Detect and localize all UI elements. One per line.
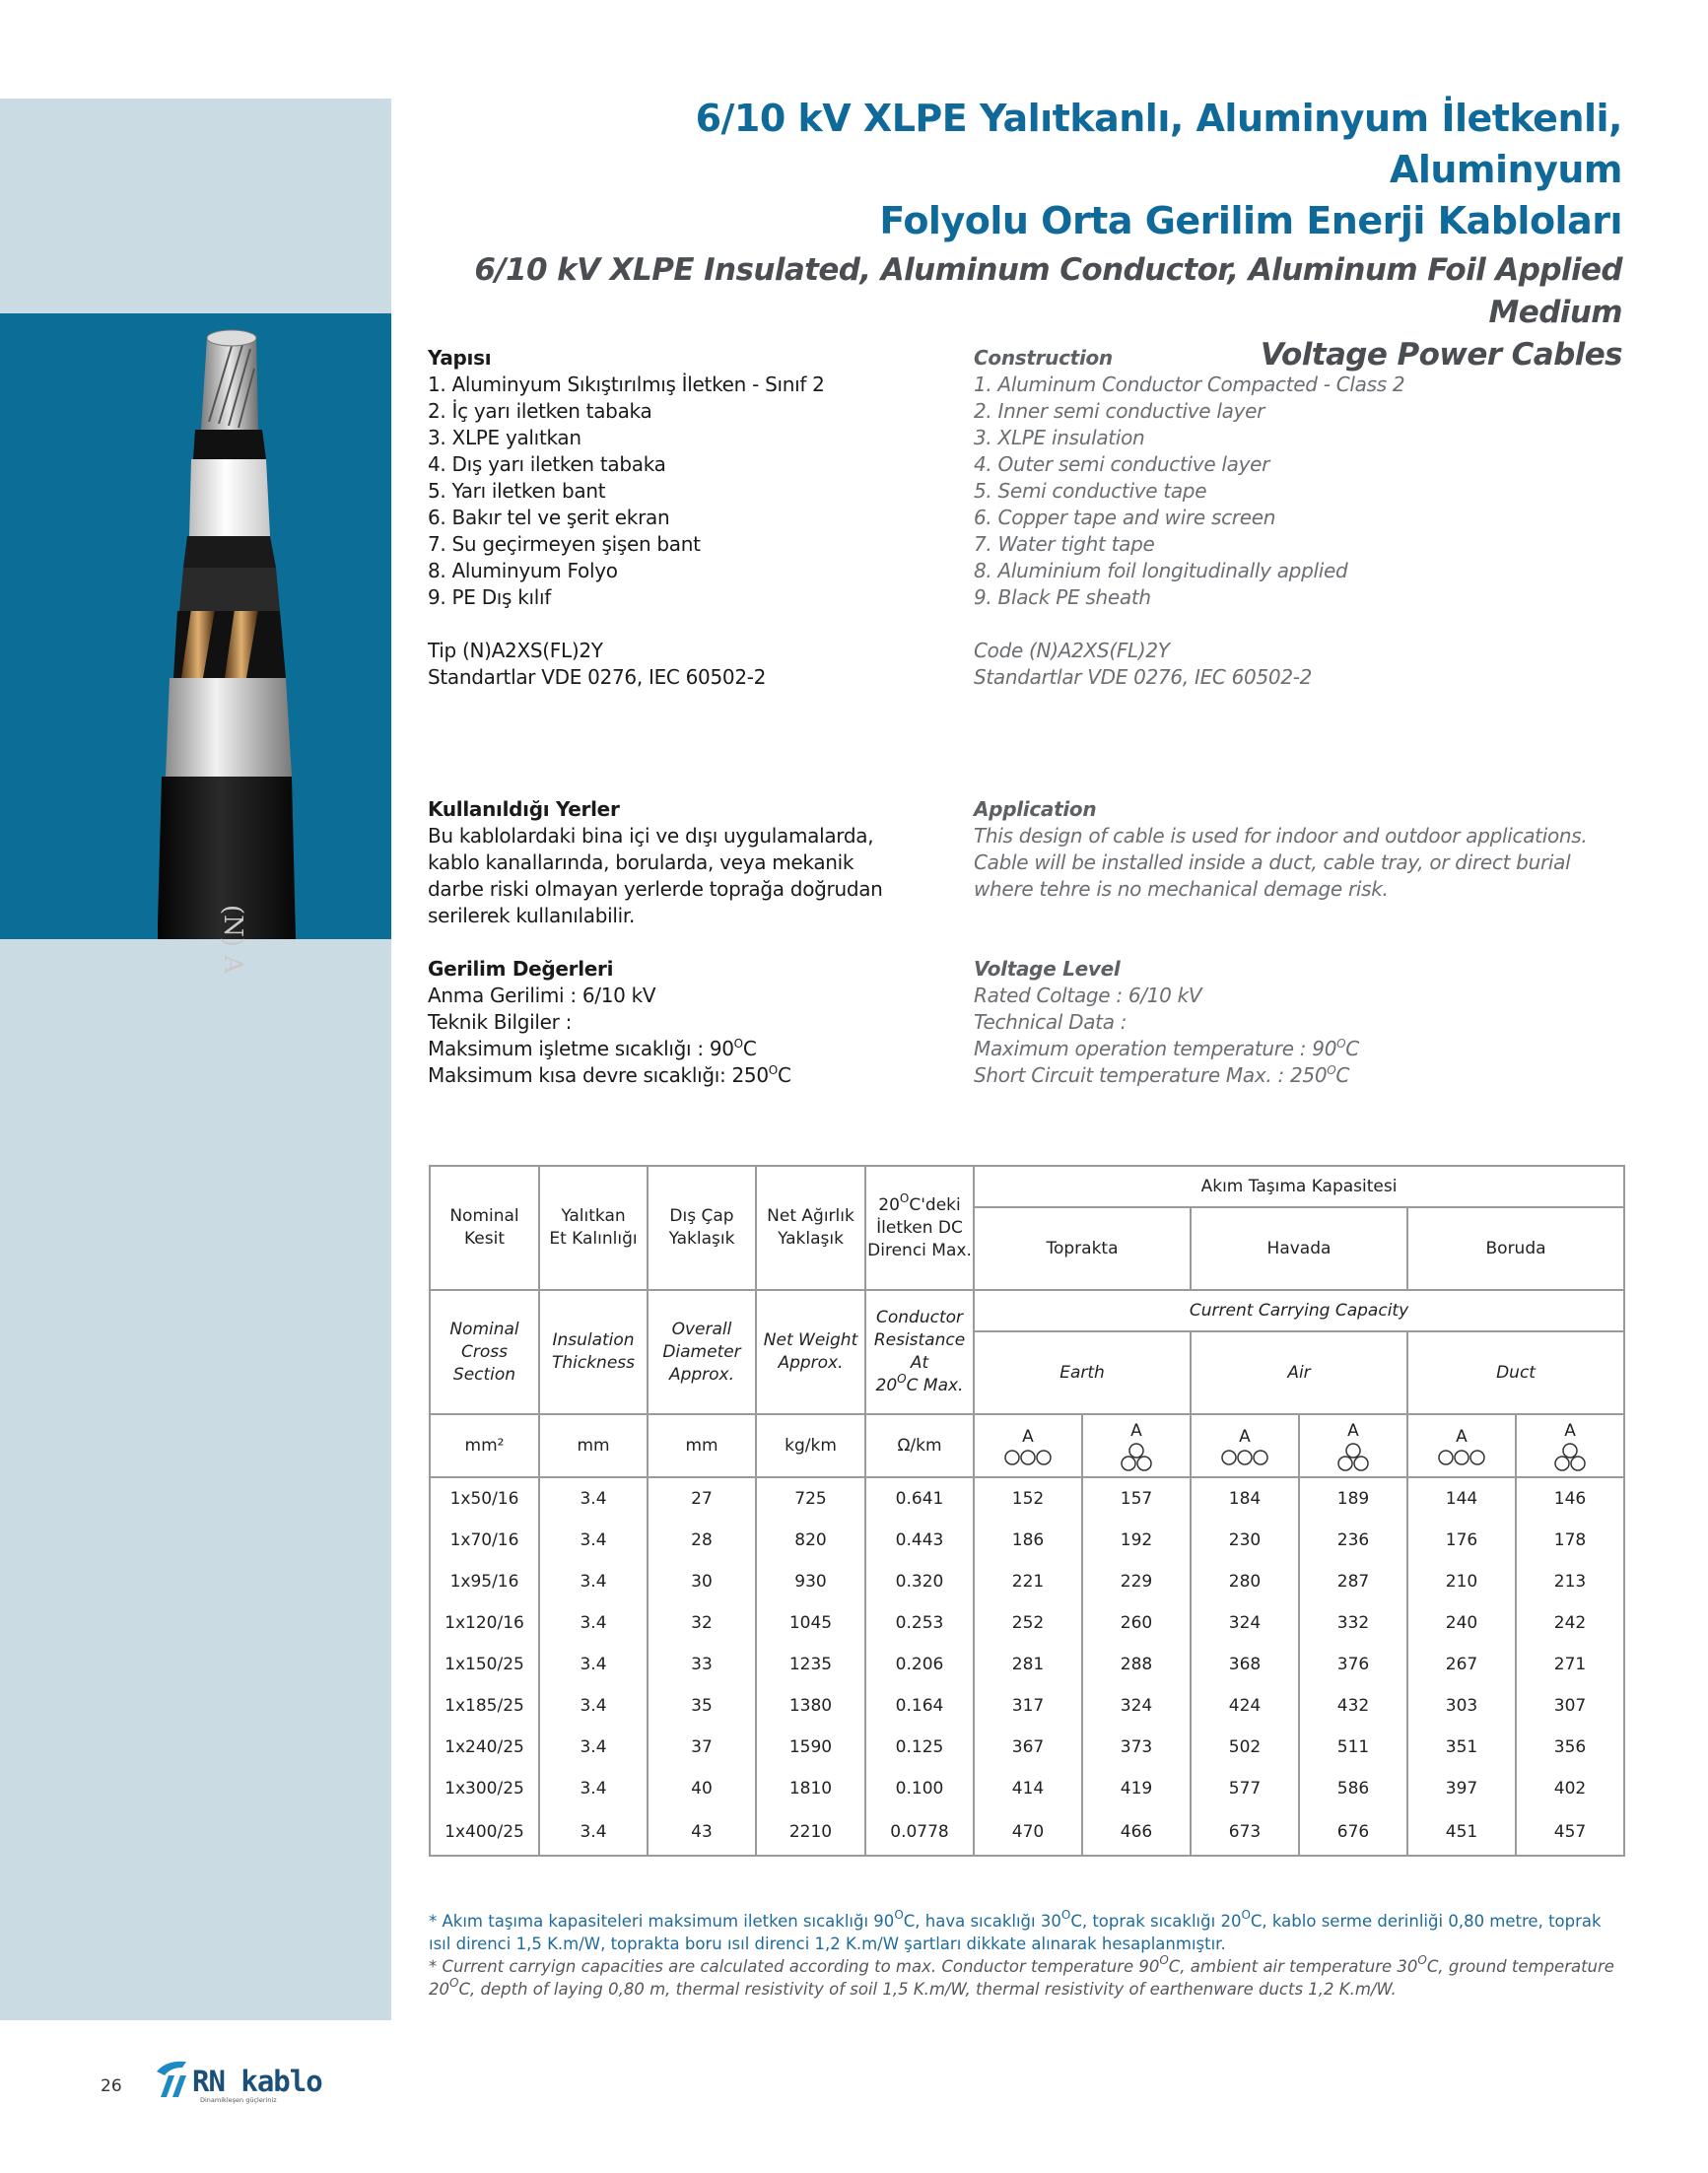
air-trefoil-cell: 376 <box>1299 1644 1407 1685</box>
air-trefoil-cell: 511 <box>1299 1727 1407 1768</box>
duct-trefoil-cell: 402 <box>1516 1768 1624 1809</box>
net-weight-cell: 1045 <box>756 1602 865 1644</box>
title-tr-line: Folyolu Orta Gerilim Enerji Kabloları <box>879 199 1622 242</box>
duct-trefoil-cell: 146 <box>1516 1477 1624 1520</box>
unit-cell: kg/km <box>756 1414 865 1477</box>
table-row <box>430 1520 1624 1561</box>
ampere-label: A <box>1456 1426 1468 1447</box>
construction-item: 6. Copper tape and wire screen <box>974 506 1276 529</box>
header-cell: Nominal Cross Section <box>430 1290 539 1414</box>
construction-item: 9. PE Dış kılıf <box>428 585 552 609</box>
earth-header: Toprakta <box>974 1207 1191 1290</box>
application-line: darbe riski olmayan yerlerde toprağa doğrudan <box>428 877 883 901</box>
header-cell: Nominal Kesit <box>430 1166 539 1290</box>
application-tr <box>428 796 940 929</box>
overall-diameter-cell: 28 <box>648 1520 756 1561</box>
overall-diameter-cell: 35 <box>648 1685 756 1727</box>
cable-photo <box>0 313 391 975</box>
duct-flat-cell: 240 <box>1407 1602 1516 1644</box>
construction-item: 8. Aluminyum Folyo <box>428 559 618 582</box>
duct-header: Duct <box>1407 1331 1624 1414</box>
air-trefoil-cell: 287 <box>1299 1561 1407 1602</box>
page-number: 26 <box>101 2076 122 2096</box>
ampere-label: A <box>1022 1426 1034 1447</box>
unit-cell: mm <box>539 1414 648 1477</box>
net-weight-cell: 820 <box>756 1520 865 1561</box>
ampere-label: A <box>1347 1420 1359 1441</box>
duct-trefoil-cell: 271 <box>1516 1644 1624 1685</box>
earth-flat-cell: 414 <box>974 1768 1082 1809</box>
section-heading: Yapısı <box>428 346 492 370</box>
header-cell: Net Weight Approx. <box>756 1290 865 1414</box>
header-cell: Yalıtkan Et Kalınlığı <box>539 1166 648 1290</box>
air-flat-cell: 673 <box>1191 1809 1299 1856</box>
overall-diameter-cell: 30 <box>648 1561 756 1602</box>
table-body <box>430 1477 1624 1856</box>
table-row <box>430 1727 1624 1768</box>
cross-section-cell: 1x70/16 <box>430 1520 539 1561</box>
insulation-thickness-cell: 3.4 <box>539 1727 648 1768</box>
overall-diameter-cell: 32 <box>648 1602 756 1644</box>
air-flat-cell: 324 <box>1191 1602 1299 1644</box>
flat-formation-cell <box>1191 1414 1299 1477</box>
construction-item: 6. Bakır tel ve şerit ekran <box>428 506 670 529</box>
earth-flat-cell: 252 <box>974 1602 1082 1644</box>
capacity-header: Current Carrying Capacity <box>974 1290 1624 1331</box>
duct-header: Boruda <box>1407 1207 1624 1290</box>
table-row <box>430 1809 1624 1856</box>
dc-resistance-cell: 0.100 <box>865 1768 974 1809</box>
application-en <box>974 796 1588 903</box>
air-flat-cell: 424 <box>1191 1685 1299 1727</box>
application-line: serilerek kullanılabilir. <box>428 904 636 927</box>
logo-tagline: Dinamikleşen güçleriniz <box>200 2096 277 2104</box>
table-row <box>430 1685 1624 1727</box>
construction-item: 5. Semi conductive tape <box>974 479 1207 503</box>
earth-trefoil-cell: 373 <box>1082 1727 1191 1768</box>
dc-resistance-cell: 0.164 <box>865 1685 974 1727</box>
capacity-header: Akım Taşıma Kapasitesi <box>974 1166 1624 1207</box>
logo-text: RN kablo <box>192 2065 322 2098</box>
cable-code: Code (N)A2XS(FL)2Y <box>974 639 1170 662</box>
title-en-line: 6/10 kV XLPE Insulated, Aluminum Conductor, Aluminum Foil Applied Medium <box>474 252 1622 330</box>
flat-formation-icon <box>1003 1449 1053 1466</box>
insulation-thickness-cell: 3.4 <box>539 1520 648 1561</box>
earth-flat-cell: 470 <box>974 1809 1082 1856</box>
air-trefoil-cell: 236 <box>1299 1520 1407 1561</box>
max-operation-temp: Maximum operation temperature : $90^OC$ <box>974 1037 1359 1060</box>
net-weight-cell: 1380 <box>756 1685 865 1727</box>
earth-trefoil-cell: 419 <box>1082 1768 1191 1809</box>
construction-item: 2. Inner semi conductive layer <box>974 399 1265 423</box>
dc-resistance-cell: 0.206 <box>865 1644 974 1685</box>
header-cell: Overall Diameter Approx. <box>648 1290 756 1414</box>
units-row <box>430 1414 1624 1477</box>
dc-resistance-cell: 0.443 <box>865 1520 974 1561</box>
header-cell: Conductor Resistance At $20^OC$ Max. <box>865 1290 974 1414</box>
earth-trefoil-cell: 157 <box>1082 1477 1191 1520</box>
trefoil-formation-icon <box>1552 1443 1588 1472</box>
air-header: Air <box>1191 1331 1407 1414</box>
overall-diameter-cell: 37 <box>648 1727 756 1768</box>
max-operation-temp: Maksimum işletme sıcaklığı : $90^OC$ <box>428 1037 757 1060</box>
overall-diameter-cell: 27 <box>648 1477 756 1520</box>
earth-trefoil-cell: 192 <box>1082 1520 1191 1561</box>
air-flat-cell: 230 <box>1191 1520 1299 1561</box>
duct-flat-cell: 176 <box>1407 1520 1516 1561</box>
earth-trefoil-cell: 466 <box>1082 1809 1191 1856</box>
flat-formation-icon <box>1437 1449 1486 1466</box>
air-trefoil-cell: 586 <box>1299 1768 1407 1809</box>
table-row <box>430 1477 1624 1520</box>
svg-text:(N) A: (N) A <box>218 905 247 975</box>
footnote-en: * Current carryign capacities are calculated according to max. Conductor temperature $90^OC$, ambient air temperature $30^OC$, ground temperature $20^OC$, depth of laying 0,80 m, thermal resistivity of soil 1,5 K.m/W, thermal resistivity of earthenware ducts 1,2 K.m/W. <box>429 1953 1614 1999</box>
air-flat-cell: 184 <box>1191 1477 1299 1520</box>
construction-item: 3. XLPE insulation <box>974 426 1145 449</box>
cross-section-cell: 1x50/16 <box>430 1477 539 1520</box>
construction-en <box>974 345 1585 691</box>
air-header: Havada <box>1191 1207 1407 1290</box>
cable-standards: Standartlar VDE 0276, IEC 60502-2 <box>428 665 767 689</box>
ampere-label: A <box>1239 1426 1251 1447</box>
earth-flat-cell: 152 <box>974 1477 1082 1520</box>
header-cell: $20^OC'deki$ İletken DC Direnci Max. <box>865 1166 974 1290</box>
flat-formation-cell <box>974 1414 1082 1477</box>
title-turkish <box>459 93 1622 246</box>
earth-trefoil-cell: 229 <box>1082 1561 1191 1602</box>
construction-tr <box>428 345 940 691</box>
net-weight-cell: 930 <box>756 1561 865 1602</box>
dc-resistance-cell: 0.320 <box>865 1561 974 1602</box>
section-heading: Voltage Level <box>974 957 1121 981</box>
construction-item: 2. İç yarı iletken tabaka <box>428 399 652 423</box>
air-trefoil-cell: 432 <box>1299 1685 1407 1727</box>
earth-flat-cell: 367 <box>974 1727 1082 1768</box>
earth-flat-cell: 281 <box>974 1644 1082 1685</box>
cross-section-cell: 1x400/25 <box>430 1809 539 1856</box>
application-line: kablo kanallarında, borularda, veya mekanik <box>428 850 854 874</box>
technical-label: Technical Data : <box>974 1010 1127 1034</box>
air-trefoil-cell: 189 <box>1299 1477 1407 1520</box>
rated-voltage: Anma Gerilimi : 6/10 kV <box>428 984 656 1007</box>
duct-flat-cell: 351 <box>1407 1727 1516 1768</box>
max-short-circuit-temp: Short Circuit temperature Max. : $250^OC$ <box>974 1063 1350 1087</box>
air-trefoil-cell: 332 <box>1299 1602 1407 1644</box>
voltage-en <box>974 956 1585 1089</box>
voltage-tr <box>428 956 940 1089</box>
application-line: Bu kablolardaki bina içi ve dışı uygulamalarda, <box>428 824 874 848</box>
net-weight-cell: 1810 <box>756 1768 865 1809</box>
dc-resistance-cell: 0.125 <box>865 1727 974 1768</box>
net-weight-cell: 2210 <box>756 1809 865 1856</box>
table-row <box>430 1768 1624 1809</box>
cross-section-cell: 1x150/25 <box>430 1644 539 1685</box>
ampere-label: A <box>1564 1420 1576 1441</box>
page-title <box>459 93 1622 376</box>
earth-flat-cell: 221 <box>974 1561 1082 1602</box>
net-weight-cell: 725 <box>756 1477 865 1520</box>
duct-flat-cell: 267 <box>1407 1644 1516 1685</box>
trefoil-formation-cell <box>1516 1414 1624 1477</box>
application-line: This design of cable is used for indoor and outdoor applications. <box>974 824 1588 848</box>
overall-diameter-cell: 33 <box>648 1644 756 1685</box>
construction-item: 4. Outer semi conductive layer <box>974 452 1270 476</box>
footnote <box>429 1910 1626 2001</box>
construction-item: 8. Aluminium foil longitudinally applied <box>974 559 1348 582</box>
air-flat-cell: 280 <box>1191 1561 1299 1602</box>
spec-table <box>429 1165 1625 1857</box>
table-row <box>430 1644 1624 1685</box>
overall-diameter-cell: 43 <box>648 1809 756 1856</box>
earth-trefoil-cell: 260 <box>1082 1602 1191 1644</box>
section-heading: Gerilim Değerleri <box>428 957 614 981</box>
construction-item: 1. Aluminum Conductor Compacted - Class 2 <box>974 373 1405 396</box>
earth-header: Earth <box>974 1331 1191 1414</box>
flat-formation-cell <box>1407 1414 1516 1477</box>
duct-trefoil-cell: 242 <box>1516 1602 1624 1644</box>
dc-resistance-cell: 0.641 <box>865 1477 974 1520</box>
duct-flat-cell: 451 <box>1407 1809 1516 1856</box>
application-line: Cable will be installed inside a duct, cable tray, or direct burial <box>974 850 1571 874</box>
insulation-thickness-cell: 3.4 <box>539 1477 648 1520</box>
trefoil-formation-icon <box>1119 1443 1154 1472</box>
construction-item: 7. Water tight tape <box>974 532 1155 556</box>
dc-resistance-cell: 0.253 <box>865 1602 974 1644</box>
earth-flat-cell: 186 <box>974 1520 1082 1561</box>
max-short-circuit-temp: Maksimum kısa devre sıcaklığı: $250^OC$ <box>428 1063 791 1087</box>
insulation-thickness-cell: 3.4 <box>539 1768 648 1809</box>
rated-voltage: Rated Coltage : 6/10 kV <box>974 984 1202 1007</box>
duct-trefoil-cell: 178 <box>1516 1520 1624 1561</box>
header-row-en <box>430 1290 1624 1331</box>
duct-flat-cell: 397 <box>1407 1768 1516 1809</box>
title-tr-line: 6/10 kV XLPE Yalıtkanlı, Aluminyum İletkenli, Aluminyum <box>695 97 1622 191</box>
brand-logo <box>153 2058 320 2105</box>
cross-section-cell: 1x185/25 <box>430 1685 539 1727</box>
insulation-thickness-cell: 3.4 <box>539 1685 648 1727</box>
ampere-label: A <box>1130 1420 1142 1441</box>
flat-formation-icon <box>1220 1449 1269 1466</box>
insulation-thickness-cell: 3.4 <box>539 1809 648 1856</box>
insulation-thickness-cell: 3.4 <box>539 1644 648 1685</box>
unit-cell: Ω/km <box>865 1414 974 1477</box>
net-weight-cell: 1590 <box>756 1727 865 1768</box>
cable-type: Tip (N)A2XS(FL)2Y <box>428 639 603 662</box>
title-en-line: Voltage Power Cables <box>1260 337 1622 373</box>
trefoil-formation-icon <box>1335 1443 1371 1472</box>
duct-flat-cell: 210 <box>1407 1561 1516 1602</box>
net-weight-cell: 1235 <box>756 1644 865 1685</box>
overall-diameter-cell: 40 <box>648 1768 756 1809</box>
section-heading: Kullanıldığı Yerler <box>428 797 620 821</box>
header-cell: Insulation Thickness <box>539 1290 648 1414</box>
air-trefoil-cell: 676 <box>1299 1809 1407 1856</box>
cross-section-cell: 1x95/16 <box>430 1561 539 1602</box>
duct-trefoil-cell: 457 <box>1516 1809 1624 1856</box>
application-line: where tehre is no mechanical demage risk. <box>974 877 1389 901</box>
unit-cell: mm² <box>430 1414 539 1477</box>
construction-item: 4. Dış yarı iletken tabaka <box>428 452 666 476</box>
duct-flat-cell: 303 <box>1407 1685 1516 1727</box>
earth-trefoil-cell: 288 <box>1082 1644 1191 1685</box>
section-heading: Construction <box>974 346 1113 370</box>
trefoil-formation-cell <box>1299 1414 1407 1477</box>
duct-flat-cell: 144 <box>1407 1477 1516 1520</box>
duct-trefoil-cell: 213 <box>1516 1561 1624 1602</box>
unit-cell: mm <box>648 1414 756 1477</box>
earth-trefoil-cell: 324 <box>1082 1685 1191 1727</box>
header-cell: Dış Çap Yaklaşık <box>648 1166 756 1290</box>
insulation-thickness-cell: 3.4 <box>539 1561 648 1602</box>
duct-trefoil-cell: 356 <box>1516 1727 1624 1768</box>
cross-section-cell: 1x120/16 <box>430 1602 539 1644</box>
construction-item: 5. Yarı iletken bant <box>428 479 606 503</box>
table-row <box>430 1602 1624 1644</box>
duct-trefoil-cell: 307 <box>1516 1685 1624 1727</box>
trefoil-formation-cell <box>1082 1414 1191 1477</box>
insulation-thickness-cell: 3.4 <box>539 1602 648 1644</box>
air-flat-cell: 368 <box>1191 1644 1299 1685</box>
construction-item: 7. Su geçirmeyen şişen bant <box>428 532 701 556</box>
construction-item: 1. Aluminyum Sıkıştırılmış İletken - Sınıf 2 <box>428 373 825 396</box>
section-heading: Application <box>974 797 1097 821</box>
header-row-tr <box>430 1166 1624 1207</box>
cross-section-cell: 1x240/25 <box>430 1727 539 1768</box>
air-flat-cell: 577 <box>1191 1768 1299 1809</box>
table-row <box>430 1561 1624 1602</box>
air-flat-cell: 502 <box>1191 1727 1299 1768</box>
footnote-tr: * Akım taşıma kapasiteleri maksimum iletken sıcaklığı $90^OC$, hava sıcaklığı $30^OC$, toprak sıcaklığı $20^OC$, kablo serme derinliği 0,80 metre, toprak ısıl direnci 1,5 K.m/W, toprakta boru ısıl direnci 1,2 K.m/W şartları dikkate alınarak hesaplanmıştır. <box>429 1908 1602 1953</box>
cable-standards: Standartlar VDE 0276, IEC 60502-2 <box>974 665 1313 689</box>
header-cell: Net Ağırlık Yaklaşık <box>756 1166 865 1290</box>
technical-label: Teknik Bilgiler : <box>428 1010 573 1034</box>
construction-item: 3. XLPE yalıtkan <box>428 426 581 449</box>
cross-section-cell: 1x300/25 <box>430 1768 539 1809</box>
construction-item: 9. Black PE sheath <box>974 585 1151 609</box>
earth-flat-cell: 317 <box>974 1685 1082 1727</box>
dc-resistance-cell: 0.0778 <box>865 1809 974 1856</box>
